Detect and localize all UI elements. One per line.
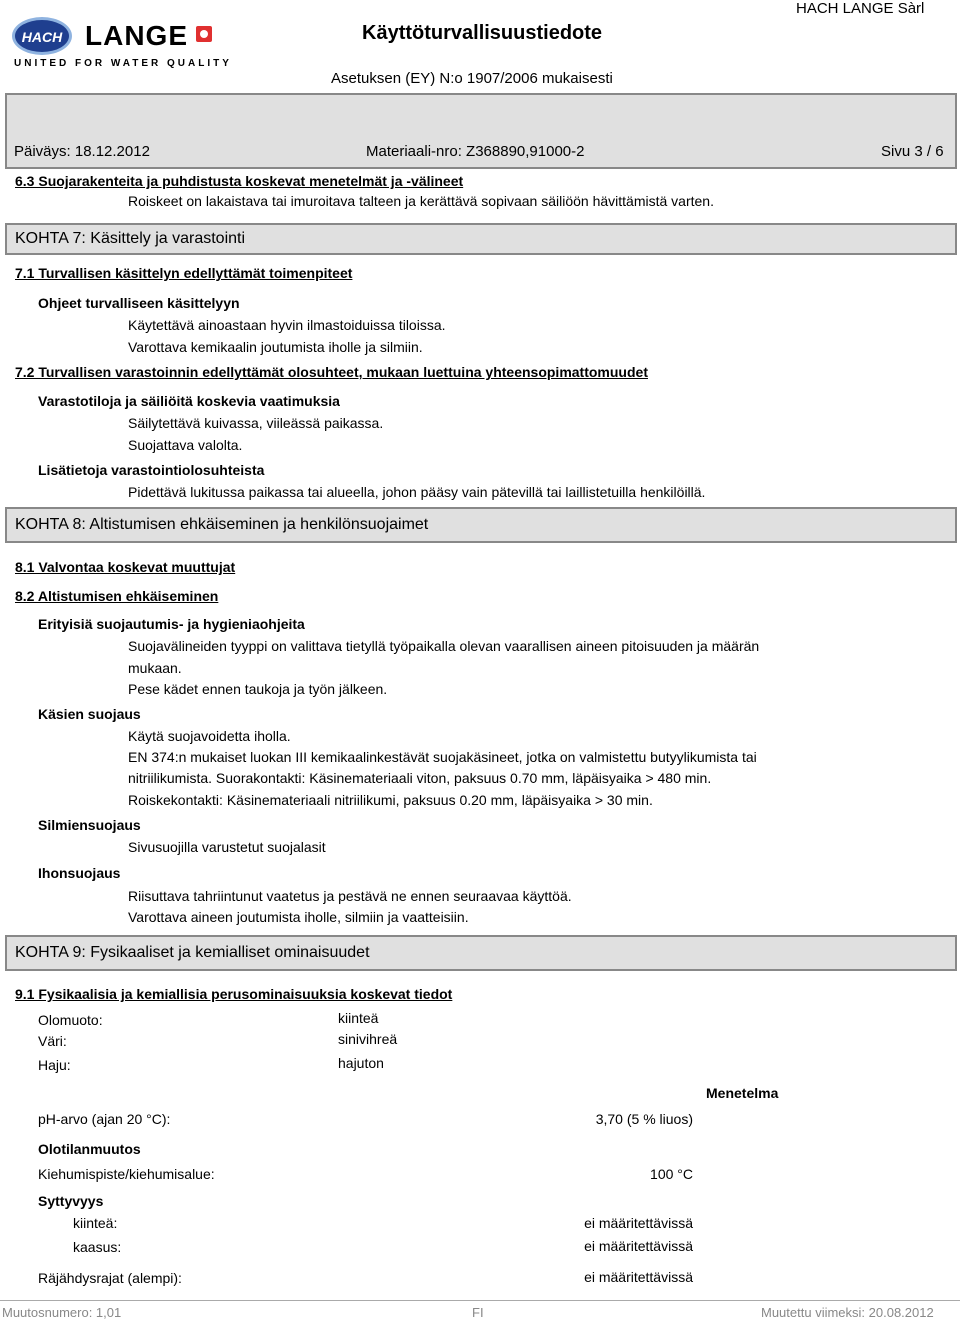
section-7-title: KOHTA 7: Käsittely ja varastointi [15,230,246,247]
text-6-3: Roiskeet on lakaistava tai imuroitava talteen ja kerättävä sopivaan säiliöön hävittämistä varten. [128,193,714,209]
hach-logo [12,17,72,55]
text-8-2-c: Pese kädet ennen taukoja ja työn jälkeen. [128,681,388,697]
heading-6-3: 6.3 Suojarakenteita ja puhdistusta koskevat menetelmät ja -välineet [15,173,464,189]
date: Päiväys: 18.12.2012 [14,143,150,160]
label-olomuoto: Olomuoto: [38,1012,103,1028]
footer-modified: Muutettu viimeksi: 20.08.2012 [761,1305,934,1320]
text-7-2-a: Säilytettävä kuivassa, viileässä paikassa. [128,415,384,431]
subheading-hand-protection: Käsien suojaus [38,706,141,722]
subheading-olotila: Olotilanmuutos [38,1141,141,1157]
label-vari: Väri: [38,1033,67,1049]
value-kiehumispiste: 100 °C [650,1166,693,1182]
value-vari: sinivihreä [338,1031,398,1047]
subheading-hygiene: Erityisiä suojautumis- ja hygieniaohjeita [38,616,305,632]
regulation: Asetuksen (EY) N:o 1907/2006 mukaisesti [331,70,613,87]
section-8-title: KOHTA 8: Altistumisen ehkäiseminen ja henkilönsuojaimet [15,516,429,533]
text-8-2-e: EN 374:n mukaiset luokan III kemikaalinkestävät suojakäsineet, jotka on valmistettu butyylikumista tai [128,749,757,765]
text-8-2-f: nitriilikumista. Suorakontakti: Käsinemateriaali viton, paksuus 0.70 mm, läpäisyaika > 480 min. [128,770,712,786]
label-haju: Haju: [38,1057,71,1073]
heading-7-1: 7.1 Turvallisen käsittelyn edellyttämät toimenpiteet [15,265,353,281]
footer-divider [0,1300,960,1301]
heading-8-2: 8.2 Altistumisen ehkäiseminen [15,588,219,604]
text-8-2-i: Riisuttava tahriintunut vaatetus ja pestävä ne ennen seuraavaa käyttöä. [128,888,572,904]
text-7-2-c: Pidettävä lukitussa paikassa tai alueella, johon pääsy vain pätevillä tai laillistetuilla henkilöillä. [128,484,706,500]
page-number: Sivu 3 / 6 [881,143,944,160]
section-9-title: KOHTA 9: Fysikaaliset ja kemialliset ominaisuudet [15,944,370,961]
heading-7-2: 7.2 Turvallisen varastoinnin edellyttämät olosuhteet, mukaan luettuina yhteensopimattomuudet [15,364,648,380]
value-olomuoto: kiinteä [338,1010,379,1026]
text-7-1-a: Käytettävä ainoastaan hyvin ilmastoiduissa tiloissa. [128,317,446,333]
hach-logo-text: HACH [21,29,63,45]
label-rajahdysrajat: Räjähdysrajat (alempi): [38,1270,182,1286]
lange-logo-text: LANGE [85,20,188,51]
subheading-handling: Ohjeet turvalliseen käsittelyyn [38,295,240,311]
heading-9-1: 9.1 Fysikaalisia ja kemiallisia perusominaisuuksia koskevat tiedot [15,986,453,1002]
value-haju: hajuton [338,1055,384,1071]
label-kiehumispiste: Kiehumispiste/kiehumisalue: [38,1166,215,1182]
value-rajahdysrajat: ei määritettävissä [584,1269,693,1285]
footer-revision: Muutosnumero: 1,01 [2,1305,122,1320]
text-7-2-b: Suojattava valolta. [128,437,243,453]
text-8-2-d: Käytä suojavoidetta iholla. [128,728,291,744]
text-8-2-a: Suojavälineiden tyyppi on valittava tietyllä työpaikalla olevan vaarallisen aineen pitoisuuden ja määrän [128,638,760,654]
text-8-2-g: Roiskekontakti: Käsinemateriaali nitriilikumi, paksuus 0.20 mm, läpäisyaika > 30 min. [128,792,653,808]
column-menetelma: Menetelma [706,1085,779,1101]
text-8-2-h: Sivusuojilla varustetut suojalasit [128,839,326,855]
subheading-storage-info: Lisätietoja varastointiolosuhteista [38,462,265,478]
tagline: UNITED FOR WATER QUALITY [14,58,232,69]
value-ph: 3,70 (5 % liuos) [595,1111,693,1127]
lange-mark-icon [196,26,212,42]
footer-language: FI [472,1305,484,1320]
heading-8-1: 8.1 Valvontaa koskevat muuttujat [15,559,236,575]
subheading-syttyvyys: Syttyvyys [38,1193,104,1209]
text-7-1-b: Varottava kemikaalin joutumista iholle ja silmiin. [128,339,423,355]
subheading-skin-protection: Ihonsuojaus [38,865,121,881]
company-name: HACH LANGE Sàrl [796,0,925,17]
value-kaasus: ei määritettävissä [584,1238,693,1254]
label-ph: pH-arvo (ajan 20 °C): [38,1111,171,1127]
label-kiintea: kiinteä: [73,1215,118,1231]
subheading-storage: Varastotiloja ja säiliöitä koskevia vaatimuksia [38,393,340,409]
material-number: Materiaali-nro: Z368890,91000-2 [366,143,585,160]
value-kiintea: ei määritettävissä [584,1215,693,1231]
label-kaasus: kaasus: [73,1239,122,1255]
document-title: Käyttöturvallisuustiedote [362,22,603,44]
subheading-eye-protection: Silmiensuojaus [38,817,141,833]
text-8-2-j: Varottava aineen joutumista iholle, silmiin ja vaatteisiin. [128,909,469,925]
text-8-2-b: mukaan. [128,660,182,676]
